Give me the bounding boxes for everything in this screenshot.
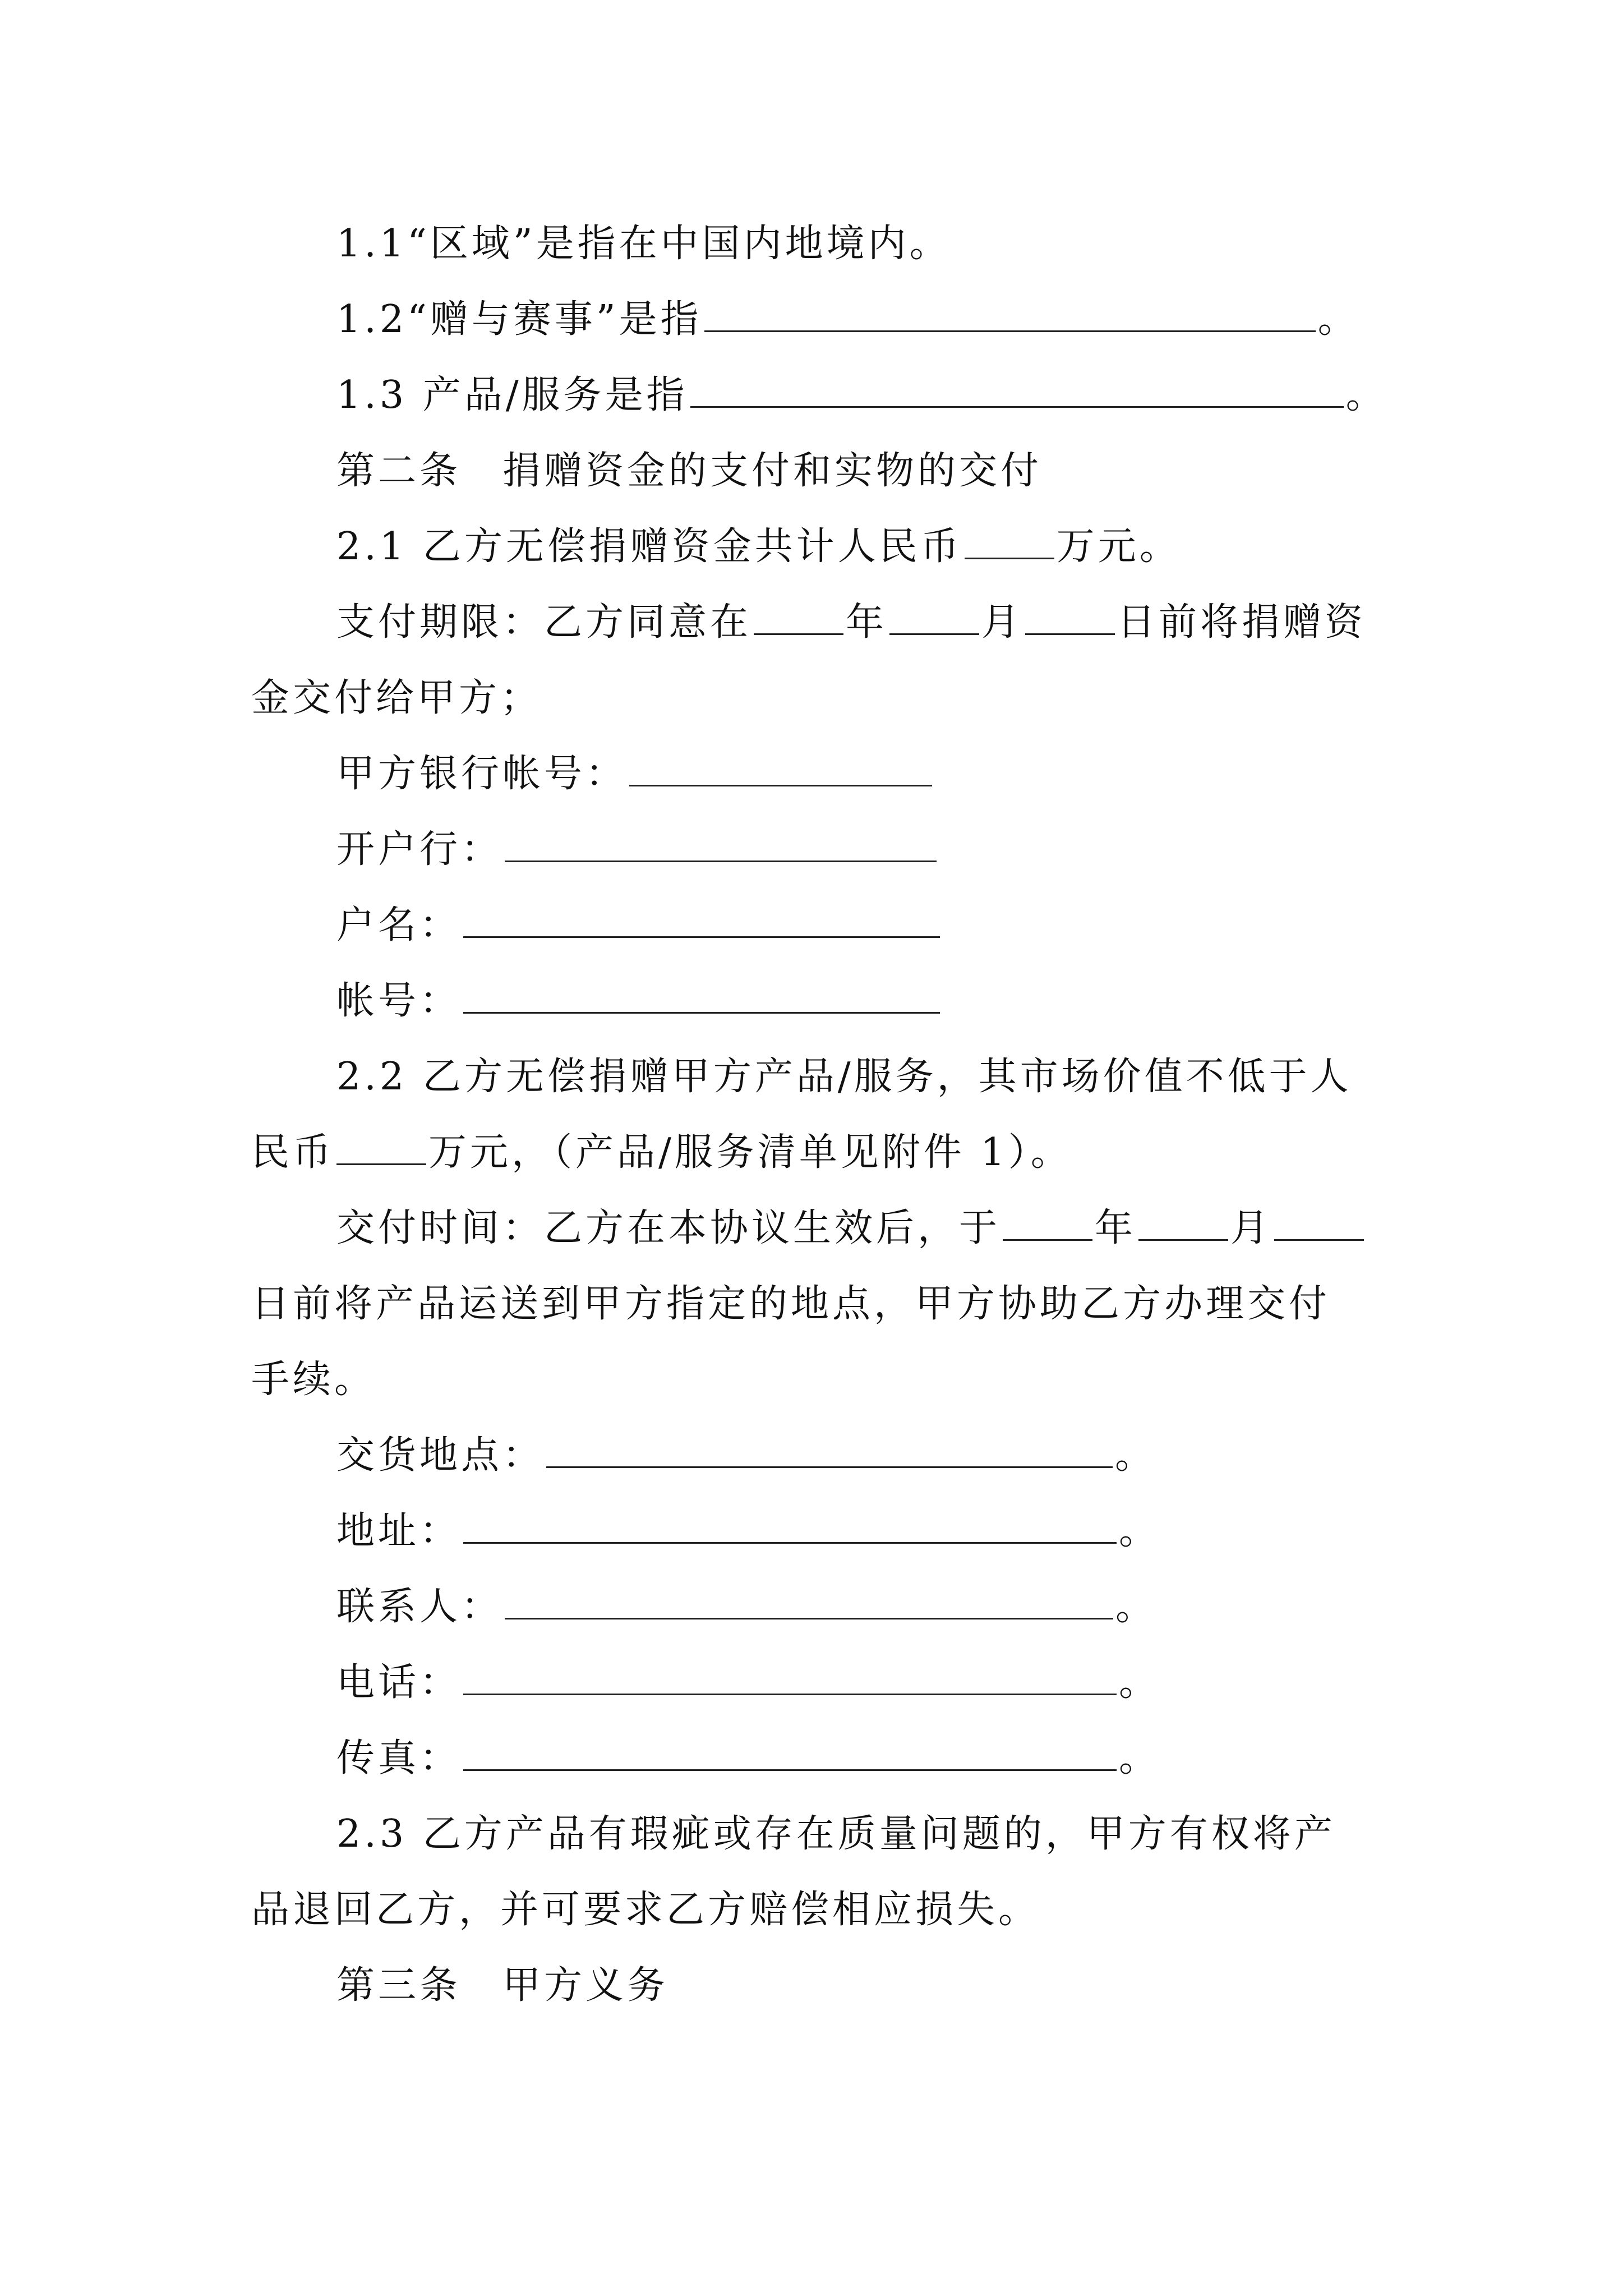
clause-2-2 (0, 1046, 1352, 1108)
clause-1-2-blank[interactable] (704, 291, 1316, 332)
period: 。 (1115, 1585, 1158, 1629)
phone-label: 电话： (336, 1660, 462, 1705)
clause-2-2-line1: 2.2 乙方无偿捐赠甲方产品/服务，其市场价值不低于人 (336, 1055, 1352, 1099)
clause-2-2-line2-prefix: 民币 (251, 1130, 335, 1175)
delivery-time-end (0, 1349, 376, 1411)
contact-label: 联系人： (336, 1585, 503, 1629)
phone-blank[interactable] (463, 1654, 1117, 1695)
delivery-time-end-text: 手续。 (251, 1358, 376, 1402)
account-no-label: 帐号： (336, 979, 462, 1023)
payment-deadline (0, 592, 1366, 654)
clause-2-1 (0, 516, 1181, 578)
clause-2-1-suffix: 万元。 (1056, 524, 1181, 569)
fax-blank[interactable] (463, 1730, 1117, 1771)
clause-1-3-blank[interactable] (690, 367, 1344, 408)
opening-bank-blank[interactable] (505, 821, 937, 862)
article-2-title (0, 440, 1042, 502)
product-value-blank[interactable] (336, 1124, 426, 1165)
account-no-blank[interactable] (463, 973, 940, 1014)
period: 。 (1119, 1736, 1161, 1780)
address-label: 地址： (336, 1509, 462, 1553)
clause-1-3 (0, 365, 1387, 426)
payment-year-blank[interactable] (754, 594, 843, 635)
contact-row (0, 1576, 1157, 1638)
clause-2-2-line2-suffix: 万元，（产品/服务清单见附件 1）。 (428, 1130, 1072, 1175)
clause-2-3-line2: 品退回乙方，并可要求乙方赔偿相应损失。 (251, 1888, 1040, 1932)
period: 。 (1119, 1660, 1161, 1705)
delivery-time (0, 1198, 1366, 1259)
period: 。 (1345, 373, 1387, 417)
clause-1-2 (0, 289, 1359, 351)
clause-1-1-text: 1.1“区域”是指在中国内地境内。 (336, 222, 951, 266)
address-blank[interactable] (463, 1503, 1117, 1544)
year-label: 年 (1095, 1206, 1137, 1250)
year-label: 年 (846, 600, 888, 645)
payment-deadline-text: 支付期限：乙方同意在 (336, 600, 752, 645)
period: 。 (1317, 297, 1359, 342)
payment-deadline-cont (0, 668, 542, 729)
delivery-day-blank[interactable] (1274, 1200, 1364, 1241)
delivery-year-blank[interactable] (1003, 1200, 1092, 1241)
delivery-place-blank[interactable] (546, 1427, 1113, 1468)
donation-amount-blank[interactable] (965, 518, 1054, 559)
article-3-title (0, 1955, 668, 2017)
payment-deadline-cont-text: 金交付给甲方； (251, 676, 542, 720)
month-label: 月 (981, 600, 1023, 645)
clause-1-3-text: 1.3 产品/服务是指 (336, 373, 688, 417)
delivery-time-cont-text: 日前将产品运送到甲方指定的地点，甲方协助乙方办理交付 (251, 1282, 1331, 1326)
payment-month-blank[interactable] (889, 594, 979, 635)
payment-deadline-suffix: 日前将捐赠资 (1117, 600, 1367, 645)
article-3-title-text: 第三条 甲方义务 (336, 1963, 669, 2008)
fax-label: 传真： (336, 1736, 462, 1780)
clause-1-2-text: 1.2“赠与赛事”是指 (336, 297, 702, 342)
account-no-row (0, 970, 942, 1032)
opening-bank-label: 开户行： (336, 827, 503, 872)
delivery-time-cont (0, 1273, 1330, 1335)
fax-row (0, 1728, 1160, 1789)
account-name-label: 户名： (336, 903, 462, 947)
delivery-time-text: 交付时间：乙方在本协议生效后，于 (336, 1206, 1001, 1250)
article-2-title-text: 第二条 捐赠资金的支付和实物的交付 (336, 449, 1043, 493)
address-row (0, 1501, 1160, 1562)
payment-day-blank[interactable] (1025, 594, 1115, 635)
contact-blank[interactable] (505, 1579, 1113, 1619)
phone-row (0, 1652, 1160, 1714)
clause-1-1 (0, 213, 951, 275)
period: 。 (1119, 1509, 1161, 1553)
clause-2-3 (0, 1803, 1336, 1865)
bank-account-row (0, 743, 934, 805)
clause-2-3-line1: 2.3 乙方产品有瑕疵或存在质量问题的，甲方有权将产 (336, 1812, 1336, 1856)
delivery-month-blank[interactable] (1138, 1200, 1228, 1241)
period: 。 (1115, 1433, 1157, 1478)
delivery-place-row (0, 1425, 1156, 1487)
account-name-blank[interactable] (463, 897, 940, 938)
bank-account-blank[interactable] (629, 746, 932, 786)
bank-account-label: 甲方银行帐号： (336, 752, 628, 796)
account-name-row (0, 895, 942, 956)
clause-2-2-cont (0, 1122, 1072, 1184)
opening-bank-row (0, 819, 939, 881)
clause-2-3-cont (0, 1879, 1040, 1941)
clause-2-1-text: 2.1 乙方无偿捐赠资金共计人民币 (336, 524, 962, 569)
month-label: 月 (1230, 1206, 1272, 1250)
delivery-place-label: 交货地点： (336, 1433, 545, 1478)
